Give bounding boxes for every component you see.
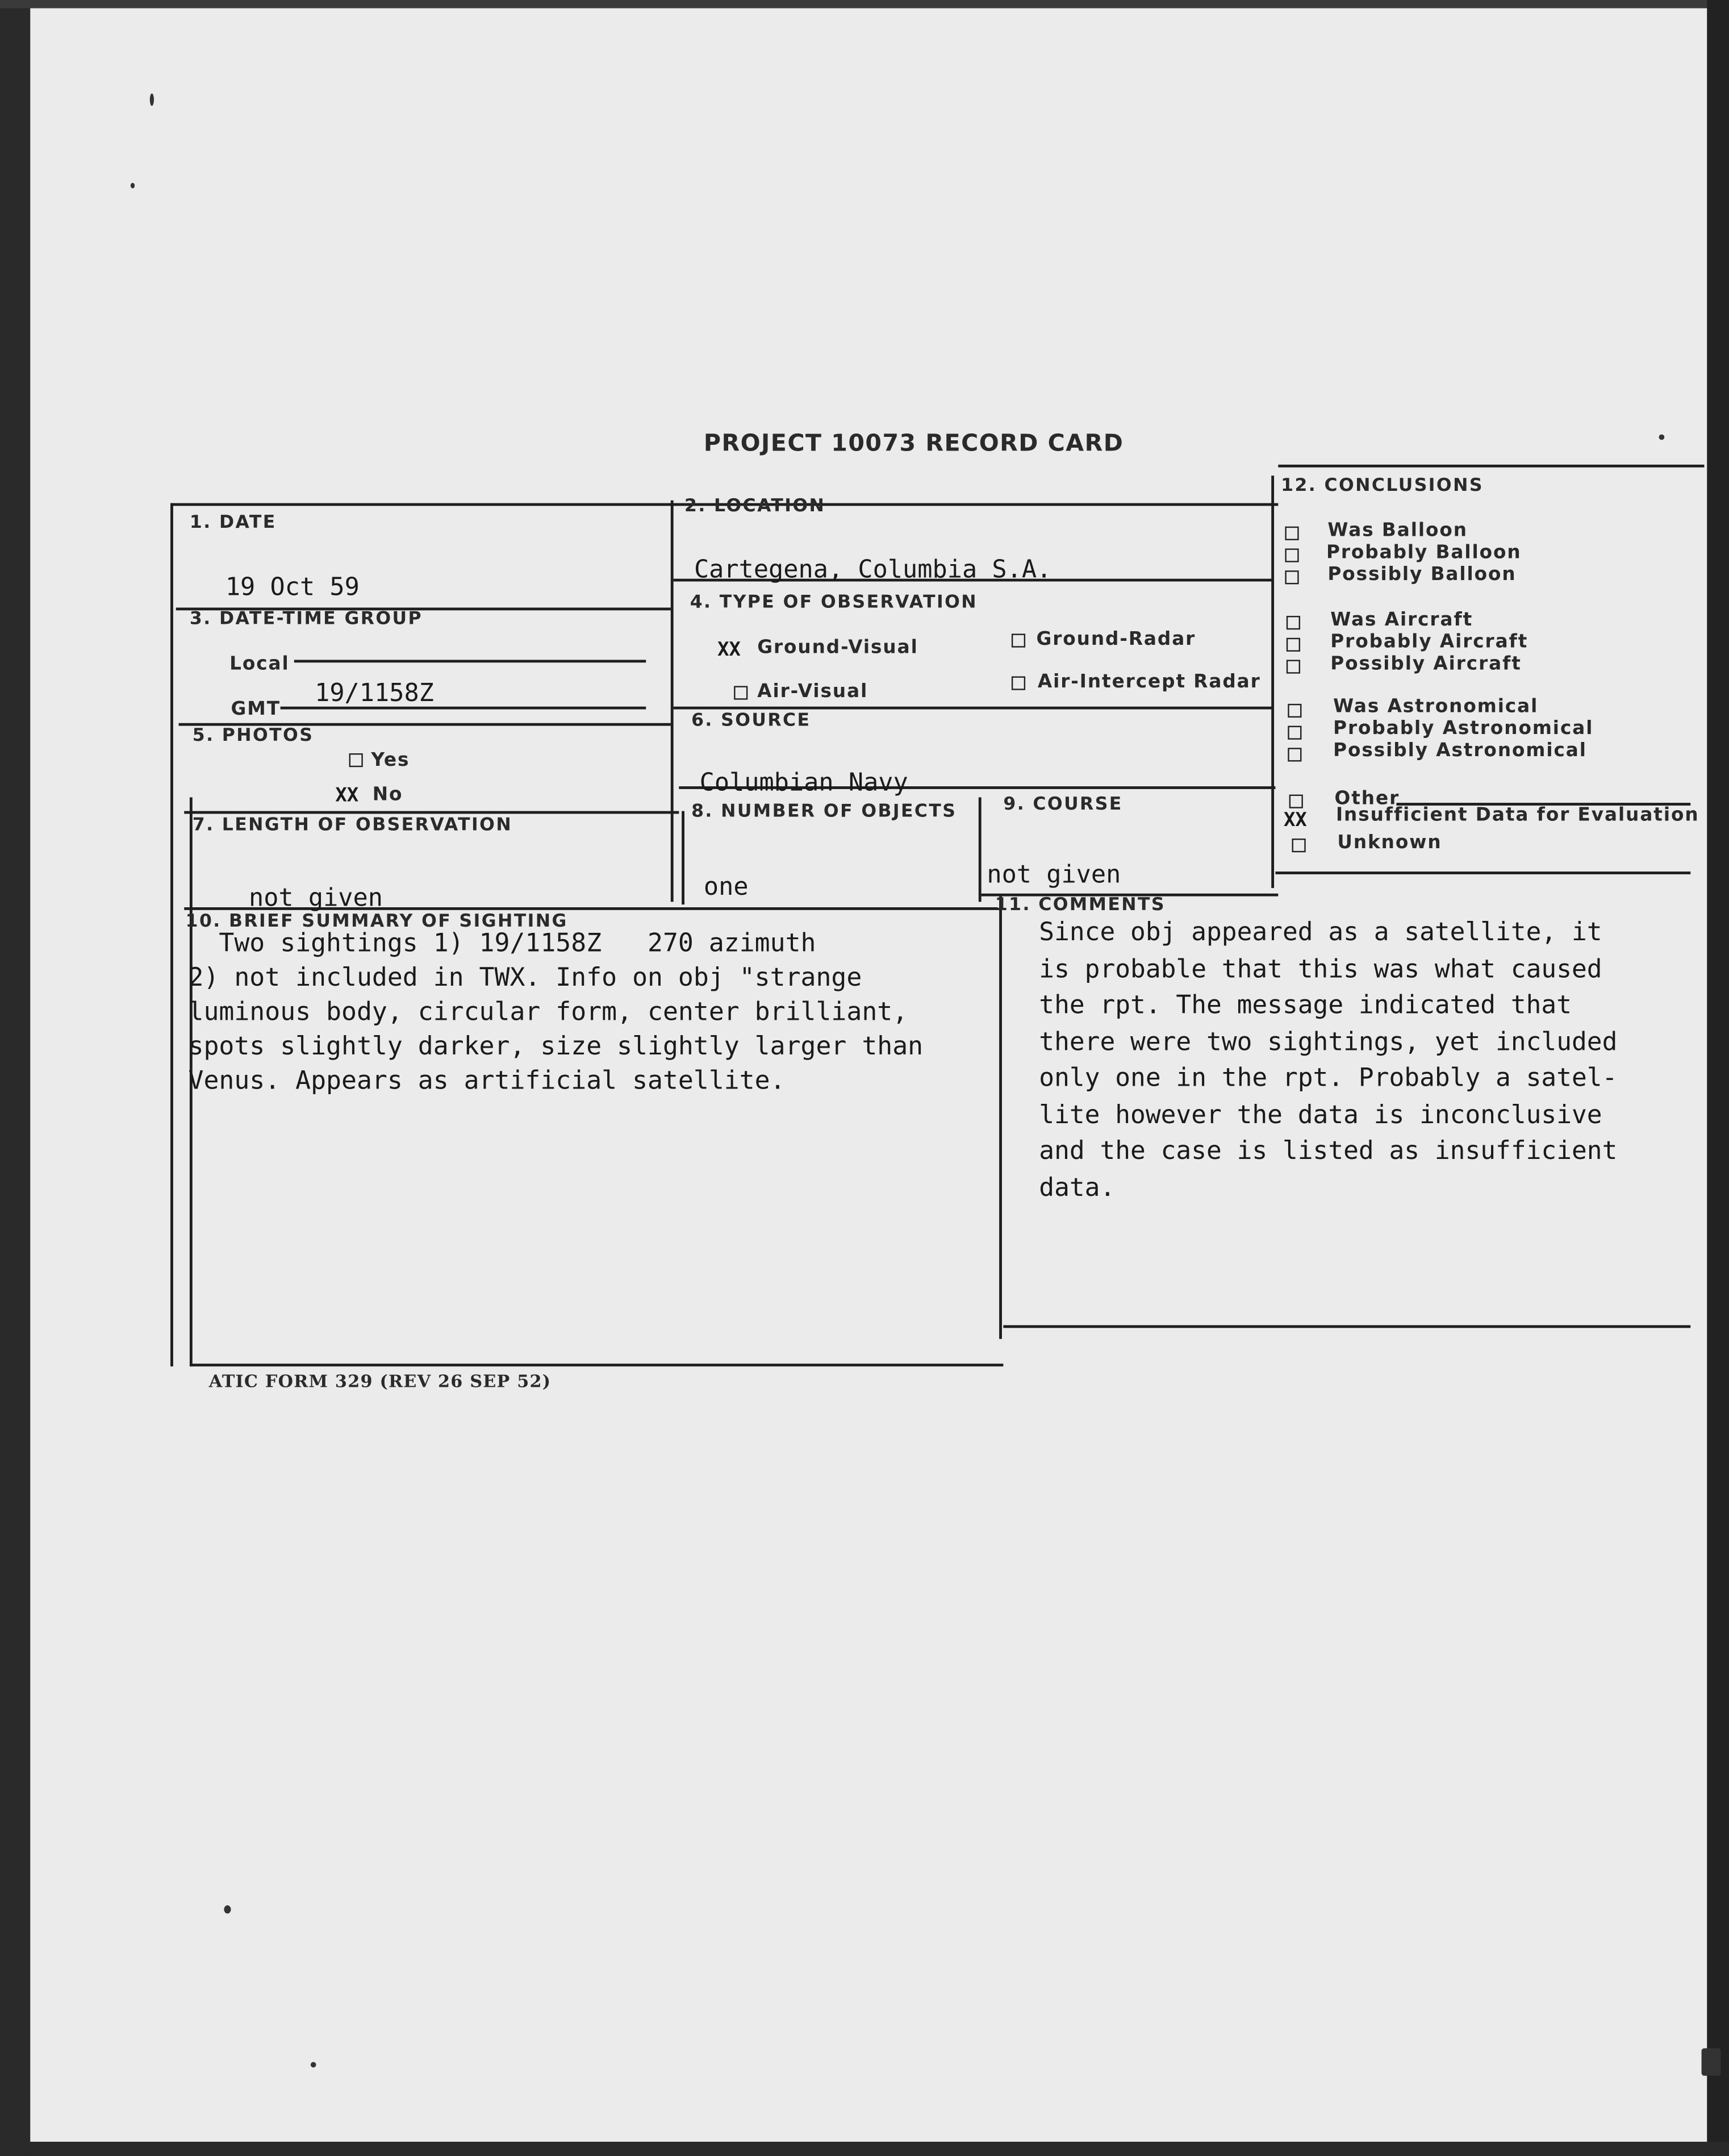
brief-summary-text bbox=[188, 927, 923, 1098]
scan-speck bbox=[1659, 435, 1665, 440]
ground-radar-checkbox[interactable] bbox=[1012, 633, 1025, 647]
was-balloon-checkbox[interactable] bbox=[1285, 527, 1298, 540]
unknown-checkbox[interactable] bbox=[1292, 839, 1306, 852]
location-label: 2. LOCATION bbox=[684, 496, 826, 517]
comments-line: is probable that this was what caused bbox=[1039, 954, 1602, 984]
comments-line: and the case is listed as insufficient bbox=[1039, 1137, 1618, 1166]
location-value: Cartegena, Columbia S.A. bbox=[694, 555, 1052, 585]
type-of-observation-label: 4. TYPE OF OBSERVATION bbox=[690, 592, 978, 614]
card-title: PROJECT 10073 RECORD CARD bbox=[703, 430, 1124, 458]
gmt-label: GMT bbox=[231, 698, 281, 720]
probably-aircraft-checkbox[interactable] bbox=[1287, 638, 1300, 652]
number-of-objects-value: one bbox=[703, 873, 749, 902]
ground-visual-check-mark: XX bbox=[717, 639, 741, 661]
brief-summary-line: Two sightings 1) 19/1158Z 270 azimuth bbox=[188, 929, 816, 958]
was-astronomical-label: Was Astronomical bbox=[1333, 695, 1539, 718]
ground-radar-label: Ground-Radar bbox=[1036, 628, 1196, 650]
unknown-label: Unknown bbox=[1337, 831, 1442, 854]
brief-summary-label: 10. BRIEF SUMMARY OF SIGHTING bbox=[185, 911, 568, 932]
comments-label: 11. COMMENTS bbox=[995, 895, 1166, 916]
scan-speck bbox=[1702, 2048, 1721, 2075]
probably-balloon-checkbox[interactable] bbox=[1285, 548, 1298, 562]
length-of-observation-value: not given bbox=[248, 883, 383, 913]
possibly-aircraft-label: Possibly Aircraft bbox=[1330, 653, 1522, 675]
air-visual-label: Air-Visual bbox=[757, 680, 868, 703]
possibly-balloon-checkbox[interactable] bbox=[1285, 570, 1298, 584]
scan-speck bbox=[224, 1905, 231, 1914]
brief-summary-line: spots slightly darker, size slightly larger than bbox=[188, 1032, 924, 1062]
brief-summary-line: luminous body, circular form, center brilliant, bbox=[188, 998, 908, 1027]
insufficient-data-label: Insufficient Data for Evaluation bbox=[1335, 804, 1699, 827]
number-of-objects-label: 8. NUMBER OF OBJECTS bbox=[691, 801, 957, 822]
other-label: Other bbox=[1334, 787, 1400, 810]
possibly-balloon-label: Possibly Balloon bbox=[1327, 564, 1517, 586]
comments-line: Since obj appeared as a satellite, it bbox=[1039, 918, 1602, 948]
possibly-aircraft-checkbox[interactable] bbox=[1287, 660, 1300, 673]
scan-border-top bbox=[0, 0, 1729, 9]
photos-yes-label: Yes bbox=[371, 749, 410, 772]
course-label: 9. COURSE bbox=[1003, 794, 1123, 815]
insufficient-data-check-mark: XX bbox=[1283, 810, 1307, 832]
scan-speck bbox=[150, 94, 154, 106]
date-value: 19 Oct 59 bbox=[225, 573, 360, 602]
source-value: Columbian Navy bbox=[699, 768, 908, 798]
was-aircraft-checkbox[interactable] bbox=[1287, 616, 1300, 629]
comments-line: the rpt. The message indicated that bbox=[1039, 991, 1572, 1020]
scan-border-right bbox=[1707, 0, 1729, 2155]
source-label: 6. SOURCE bbox=[691, 710, 811, 732]
scan-speck bbox=[311, 2062, 316, 2068]
comments-line: lite however the data is inconclusive bbox=[1039, 1100, 1602, 1129]
probably-aircraft-label: Probably Aircraft bbox=[1330, 631, 1528, 653]
air-visual-checkbox[interactable] bbox=[734, 686, 747, 699]
local-label: Local bbox=[229, 653, 290, 675]
date-time-group-label: 3. DATE-TIME GROUP bbox=[189, 608, 423, 630]
brief-summary-line: 2) not included in TWX. Info on obj "strange bbox=[188, 964, 862, 993]
brief-summary-line: Venus. Appears as artificial satellite. bbox=[188, 1066, 786, 1096]
date-label: 1. DATE bbox=[189, 512, 277, 533]
other-checkbox[interactable] bbox=[1289, 795, 1303, 808]
scan-border-left bbox=[0, 0, 30, 2155]
comments-line: data. bbox=[1039, 1173, 1116, 1203]
scan-speck bbox=[131, 183, 135, 189]
photos-label: 5. PHOTOS bbox=[192, 725, 314, 747]
conclusions-label: 12. CONCLUSIONS bbox=[1281, 476, 1484, 497]
probably-balloon-label: Probably Balloon bbox=[1326, 541, 1522, 564]
possibly-astronomical-checkbox[interactable] bbox=[1288, 748, 1301, 761]
was-astronomical-checkbox[interactable] bbox=[1288, 704, 1301, 718]
probably-astronomical-checkbox[interactable] bbox=[1288, 726, 1301, 740]
photos-yes-checkbox[interactable] bbox=[349, 753, 363, 767]
comments-line: only one in the rpt. Probably a satel- bbox=[1039, 1064, 1618, 1093]
was-aircraft-label: Was Aircraft bbox=[1330, 608, 1473, 631]
course-value: not given bbox=[987, 860, 1121, 890]
possibly-astronomical-label: Possibly Astronomical bbox=[1333, 739, 1587, 762]
was-balloon-label: Was Balloon bbox=[1327, 519, 1468, 542]
comments-text bbox=[1039, 916, 1617, 1207]
comments-line: there were two sightings, yet included bbox=[1039, 1027, 1618, 1057]
form-number-footer: ATIC FORM 329 (REV 26 SEP 52) bbox=[208, 1370, 552, 1391]
probably-astronomical-label: Probably Astronomical bbox=[1333, 718, 1594, 740]
photos-no-check-mark: XX bbox=[335, 785, 359, 807]
ground-visual-label: Ground-Visual bbox=[757, 636, 918, 659]
air-intercept-radar-label: Air-Intercept Radar bbox=[1037, 670, 1261, 693]
air-intercept-radar-checkbox[interactable] bbox=[1012, 676, 1025, 690]
length-of-observation-label: 7. LENGTH OF OBSERVATION bbox=[192, 815, 513, 836]
scan-border-bottom bbox=[0, 2142, 1729, 2155]
photos-no-label: No bbox=[372, 783, 403, 806]
gmt-value: 19/1158Z bbox=[315, 679, 434, 708]
